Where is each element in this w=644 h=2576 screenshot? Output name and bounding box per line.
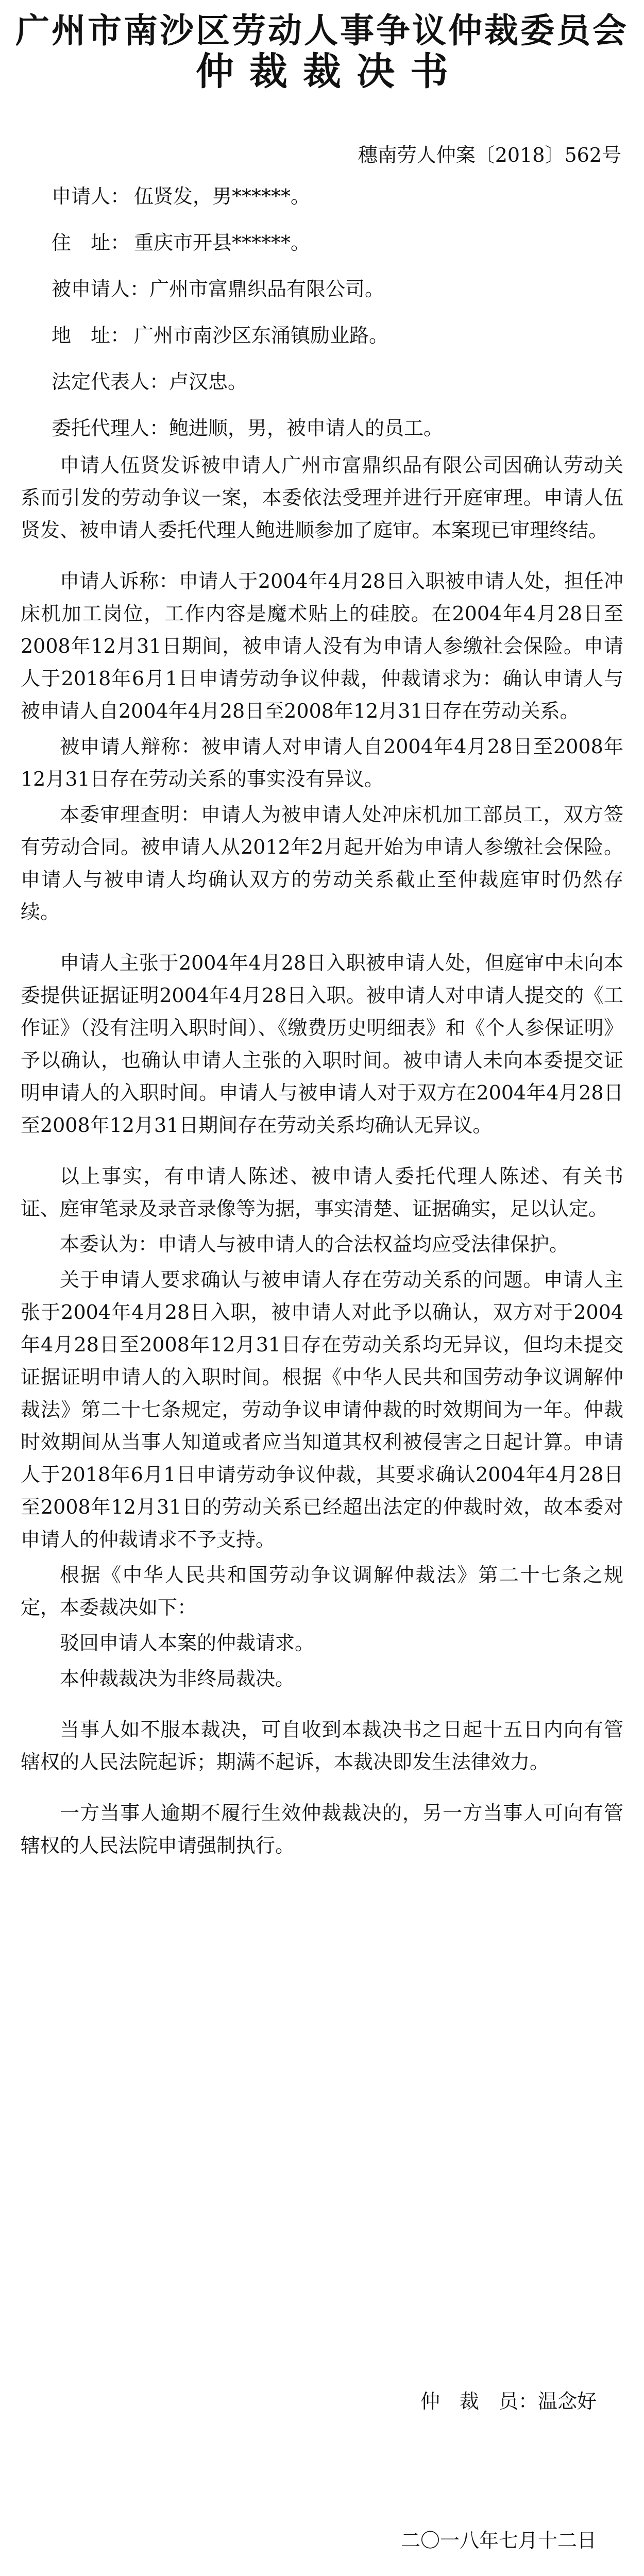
party-value: 卢汉忠。 [169, 370, 248, 393]
document-type-title: 仲裁裁决书 [196, 49, 464, 94]
party-info [52, 173, 618, 451]
non-final-paragraph: 本仲裁裁决为非终局裁决。 [60, 1667, 295, 1690]
party-value: 重庆市开县******。 [134, 231, 311, 254]
case-number: 穗南劳人仲案〔2018〕562号 [358, 144, 621, 166]
findings-paragraph: 本委审理查明：申请人为被申请人处冲床机加工部员工，双方签有劳动合同。被申请人从2012年2月起开始为申请人参缴社会保险。申请人与被申请人均确认双方的劳动关系截止至仲裁庭审时仍然存续。 [21, 803, 623, 923]
party-label: 申请人： [52, 185, 130, 208]
respondent-defense-paragraph: 被申请人辩称：被申请人对申请人自2004年4月28日至2008年12月31日存在劳动关系的事实没有异议。 [21, 735, 623, 790]
party-label: 被申请人： [52, 278, 150, 300]
party-legal-representative [52, 359, 618, 405]
party-value: 伍贤发，男******。 [134, 185, 311, 208]
appeal-notice-paragraph: 当事人如不服本裁决，可自收到本裁决书之日起十五日内向有管辖权的人民法院起诉；期满不起诉，本裁决即发生法律效力。 [21, 1718, 623, 1773]
party-respondent [52, 266, 618, 312]
enforcement-notice-paragraph: 一方当事人逾期不履行生效仲裁裁决的，另一方当事人可向有管辖权的人民法院申请强制执行。 [21, 1802, 623, 1857]
evidence-paragraph: 申请人主张于2004年4月28日入职被申请人处，但庭审中未向本委提供证据证明2004年4月28日入职。被申请人对申请人提交的《工作证》（没有注明入职时间）、《缴费历史明细表》和《个人参保证明》予以确认，也确认申请人主张的入职时间。被申请人未向本委提交证明申请人的入职时间。申请人与被申请人对于双方在2004年4月28日至2008年12月31日期间存在劳动关系均确认无异议。 [21, 952, 623, 1137]
legal-basis-paragraph: 根据《中华人民共和国劳动争议调解仲裁法》第二十七条之规定，本委裁决如下： [21, 1564, 623, 1619]
party-value: 广州市富鼎织品有限公司。 [149, 278, 385, 300]
party-label: 委托代理人： [52, 417, 170, 439]
case-intro-paragraph: 申请人伍贤发诉被申请人广州市富鼎织品有限公司因确认劳动关系而引发的劳动争议一案，本委依法受理并进行开庭审理。申请人伍贤发、被申请人委托代理人鲍进顺参加了庭审。本案现已审理终结。 [21, 454, 623, 541]
party-respondent-address [52, 312, 618, 359]
party-value: 鲍进顺，男，被申请人的员工。 [169, 417, 444, 439]
issuing-body-title: 广州市南沙区劳动人事争议仲裁委员会 [15, 10, 629, 50]
party-label: 法定代表人： [52, 370, 170, 393]
ruling-paragraph: 驳回申请人本案的仲裁请求。 [60, 1632, 315, 1654]
party-applicant [52, 173, 618, 219]
award-date: 二〇一八年七月十二日 [400, 2529, 597, 2552]
party-authorized-agent [52, 405, 618, 451]
arbitrator-signature: 仲 裁 员：温念好 [420, 2390, 597, 2413]
applicant-claim-paragraph: 申请人诉称：申请人于2004年4月28日入职被申请人处，担任冲床机加工岗位，工作内容是魔术贴上的硅胶。在2004年4月28日至2008年12月31日期间，被申请人没有为申请人参缴社会保险。申请人于2018年6月1日申请劳动争议仲裁，仲裁请求为：确认申请人与被申请人自2004年4月28日至2008年12月31日存在劳动关系。 [21, 570, 623, 722]
party-label: 住 址： [52, 231, 130, 254]
award-body [21, 449, 623, 1880]
facts-basis-paragraph: 以上事实，有申请人陈述、被申请人委托代理人陈述、有关书证、庭审笔录及录音录像等为据，事实清楚、证据确实，足以认定。 [21, 1165, 623, 1220]
opinion-paragraph: 本委认为：申请人与被申请人的合法权益均应受法律保护。 [60, 1233, 569, 1256]
party-applicant-address [52, 219, 618, 266]
analysis-paragraph: 关于申请人要求确认与被申请人存在劳动关系的问题。申请人主张于2004年4月28日入职，被申请人对此予以确认，双方对于2004年4月28日至2008年12月31日存在劳动关系均无异议，但均未提交证据证明申请人的入职时间。根据《中华人民共和国劳动争议调解仲裁法》第二十七条规定，劳动争议申请仲裁的时效期间为一年。仲裁时效期间从当事人知道或者应当知道其权利被侵害之日起计算。申请人于2018年6月1日申请劳动争议仲裁，其要求确认2004年4月28日至2008年12月31日的劳动关系已经超出法定的仲裁时效，故本委对申请人的仲裁请求不予支持。 [21, 1268, 623, 1551]
party-label: 地 址： [52, 324, 130, 347]
party-value: 广州市南沙区东涌镇励业路。 [134, 324, 389, 347]
